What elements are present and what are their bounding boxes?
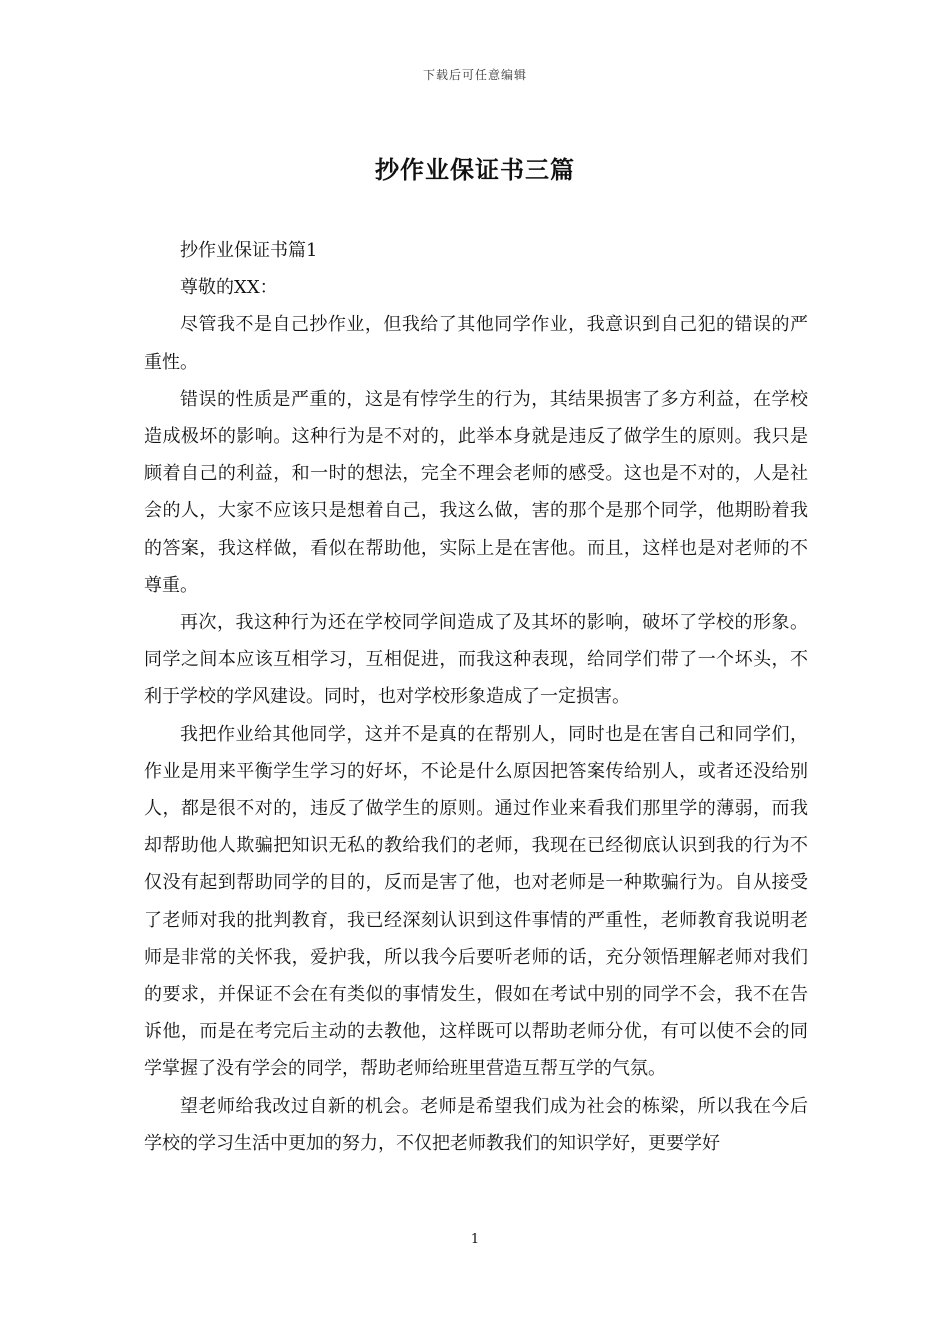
body-paragraph: 错误的性质是严重的，这是有悖学生的行为，其结果损害了多方利益，在学校造成极坏的影响。这种行为是不对的，此举本身就是违反了做学生的原则。我只是顾着自己的利益，和一时的想法，完全不理会老师的感受。这也是不对的，人是社会的人，大家不应该只是想着自己，我这么做，害的那个是那个同学，他期盼着我的答案，我这样做，看似在帮助他，实际上是在害他。而且，这样也是对老师的不尊重。 — [144, 388, 808, 596]
header-note: 下载后可任意编辑 — [422, 68, 527, 82]
body-paragraph: 再次，我这种行为还在学校同学间造成了及其坏的影响，破坏了学校的形象。同学之间本应该互相学习，互相促进，而我这种表现，给同学们带了一个坏头，不利于学校的学风建设。同时，也对学校形象造成了一定损害。 — [144, 612, 808, 708]
document-title: 抄作业保证书三篇 — [375, 155, 575, 184]
page-number: 1 — [470, 1232, 480, 1247]
body-paragraph: 我把作业给其他同学，这并不是真的在帮别人，同时也是在害自己和同学们，作业是用来平衡学生学习的好坏，不论是什么原因把答案传给别人，或者还没给别人，都是很不对的，违反了做学生的原则。通过作业来看我们那里学的薄弱，而我却帮助他人欺骗把知识无私的教给我们的老师，我现在已经彻底认识到我的行为不仅没有起到帮助同学的目的，反而是害了他，也对老师是一种欺骗行为。自从接受了老师对我的批判教育，我已经深刻认识到这件事情的严重性，老师教育我说明老师是非常的关怀我，爱护我，所以我今后要听老师的话，充分领悟理解老师对我们的要求，并保证不会在有类似的事情发生，假如在考试中别的同学不会，我不在告诉他，而是在考完后主动的去教他，这样既可以帮助老师分优，有可以使不会的同学掌握了没有学会的同学，帮助老师给班里营造互帮互学的气氛。 — [144, 723, 808, 1080]
body-paragraph: 尽管我不是自己抄作业，但我给了其他同学作业，我意识到自己犯的错误的严重性。 — [144, 314, 808, 373]
section-heading: 抄作业保证书篇1 — [180, 240, 318, 261]
salutation: 尊敬的XX： — [180, 277, 278, 299]
document-body — [144, 232, 808, 1162]
body-paragraph: 望老师给我改过自新的机会。老师是希望我们成为社会的栋梁，所以我在今后学校的学习生活中更加的努力，不仅把老师教我们的知识学好，更要学好 — [144, 1095, 808, 1154]
